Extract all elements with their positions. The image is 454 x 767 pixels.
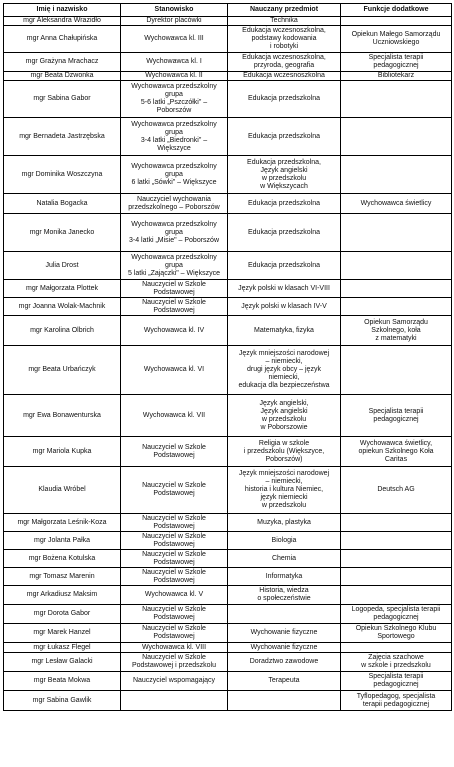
table-row — [4, 550, 452, 568]
cell-extra-functions: Specjalista terapii pedagogicznej — [341, 672, 452, 691]
cell-subject: Technika — [228, 17, 341, 26]
cell-extra-functions — [341, 514, 452, 532]
table-row — [4, 532, 452, 550]
cell-extra-functions: Wychowawca świetlicy, opiekun Szkolnego Koła Caritas — [341, 437, 452, 467]
table-row — [4, 17, 452, 26]
cell-position: Wychowawca kl. III — [121, 26, 228, 53]
cell-subject — [228, 691, 341, 711]
cell-name: mgr Bożena Kotulska — [4, 550, 121, 568]
cell-extra-functions — [341, 118, 452, 156]
cell-position: Nauczyciel wspomagający — [121, 672, 228, 691]
table-row — [4, 672, 452, 691]
cell-position: Wychowawca kl. II — [121, 72, 228, 81]
cell-name: mgr Dominika Woszczyna — [4, 156, 121, 194]
cell-extra-functions — [341, 17, 452, 26]
cell-position: Nauczyciel w Szkole Podstawowej — [121, 550, 228, 568]
cell-extra-functions — [341, 586, 452, 605]
cell-subject: Doradztwo zawodowe — [228, 653, 341, 672]
cell-position: Nauczyciel w Szkole Podstawowej — [121, 298, 228, 316]
cell-position: Wychowawca przedszkolny grupa 6 latki „Sówki" – Większyce — [121, 156, 228, 194]
table-body — [4, 17, 452, 711]
cell-position — [121, 691, 228, 711]
cell-extra-functions — [341, 298, 452, 316]
cell-name: mgr Bernadeta Jastrzębska — [4, 118, 121, 156]
cell-subject: Biologia — [228, 532, 341, 550]
cell-position: Nauczyciel w Szkole Podstawowej — [121, 624, 228, 643]
cell-name: mgr Anna Chałupińska — [4, 26, 121, 53]
cell-position: Wychowawca kl. VI — [121, 346, 228, 395]
cell-position: Nauczyciel w Szkole Podstawowej — [121, 467, 228, 514]
cell-extra-functions — [341, 156, 452, 194]
cell-subject: Edukacja przedszkolna — [228, 81, 341, 118]
table-row — [4, 316, 452, 346]
cell-extra-functions: Tyflopedagog, specjalista terapii pedagogicznej — [341, 691, 452, 711]
cell-extra-functions: Zajęcia szachowe w szkole i przedszkolu — [341, 653, 452, 672]
table-row — [4, 586, 452, 605]
cell-name: mgr Arkadiusz Maksim — [4, 586, 121, 605]
cell-subject: Wychowanie fizyczne — [228, 643, 341, 653]
table-row — [4, 156, 452, 194]
cell-name: mgr Sabina Gabor — [4, 81, 121, 118]
cell-subject: Edukacja przedszkolna — [228, 118, 341, 156]
cell-name: mgr Marek Hanzel — [4, 624, 121, 643]
document-page — [3, 3, 451, 711]
cell-position: Nauczyciel w Szkole Podstawowej — [121, 437, 228, 467]
header-name: Imię i nazwisko — [4, 4, 121, 17]
cell-subject: Historia, wiedza o społeczeństwie — [228, 586, 341, 605]
cell-position: Wychowawca kl. IV — [121, 316, 228, 346]
cell-name: mgr Małgorzata Leśnik-Koza — [4, 514, 121, 532]
table-row — [4, 467, 452, 514]
cell-subject: Terapeuta — [228, 672, 341, 691]
cell-name: mgr Tomasz Marenin — [4, 568, 121, 586]
cell-extra-functions: Logopeda, specjalista terapii pedagogicznej — [341, 605, 452, 624]
cell-subject — [228, 605, 341, 624]
cell-extra-functions — [341, 346, 452, 395]
cell-position: Nauczyciel w Szkole Podstawowej — [121, 280, 228, 298]
cell-position: Wychowawca kl. V — [121, 586, 228, 605]
cell-extra-functions — [341, 568, 452, 586]
table-row — [4, 280, 452, 298]
cell-extra-functions: Opiekun Samorządu Szkolnego, koła z matematyki — [341, 316, 452, 346]
cell-position: Nauczyciel w Szkole Podstawowej — [121, 568, 228, 586]
cell-name: mgr Sabina Gawlik — [4, 691, 121, 711]
cell-subject: Edukacja przedszkolna — [228, 214, 341, 252]
cell-subject: Matematyka, fizyka — [228, 316, 341, 346]
cell-name: mgr Karolina Olbrich — [4, 316, 121, 346]
cell-extra-functions: Specjalista terapii pedagogicznej — [341, 395, 452, 437]
cell-position: Nauczyciel w Szkole Podstawowej — [121, 514, 228, 532]
cell-subject: Edukacja przedszkolna — [228, 194, 341, 214]
table-row — [4, 514, 452, 532]
cell-extra-functions — [341, 214, 452, 252]
cell-subject: Język mniejszości narodowej – niemiecki, historia i kultura Niemiec, język niemiecki w przedszkolu — [228, 467, 341, 514]
cell-name: Natalia Bogacka — [4, 194, 121, 214]
cell-name: mgr Monika Janecko — [4, 214, 121, 252]
cell-name: mgr Joanna Wolak-Machnik — [4, 298, 121, 316]
table-row — [4, 437, 452, 467]
cell-subject: Religia w szkole i przedszkolu (Większyce, Poborszów) — [228, 437, 341, 467]
cell-position: Nauczyciel w Szkole Podstawowej i przedszkolu — [121, 653, 228, 672]
cell-extra-functions — [341, 81, 452, 118]
cell-subject: Chemia — [228, 550, 341, 568]
cell-position: Wychowawca kl. VII — [121, 395, 228, 437]
cell-name: mgr Grażyna Mrachacz — [4, 53, 121, 72]
cell-position: Nauczyciel w Szkole Podstawowej — [121, 605, 228, 624]
cell-name: Klaudia Wróbel — [4, 467, 121, 514]
cell-position: Wychowawca kl. VIII — [121, 643, 228, 653]
cell-subject: Muzyka, plastyka — [228, 514, 341, 532]
staff-table — [3, 3, 452, 711]
table-row — [4, 653, 452, 672]
cell-subject: Edukacja wczesnoszkolna, przyroda, geografia — [228, 53, 341, 72]
table-row — [4, 118, 452, 156]
table-row — [4, 252, 452, 280]
header-subject: Nauczany przedmiot — [228, 4, 341, 17]
cell-subject: Język angielski, Język angielski w przedszkolu w Poborszowie — [228, 395, 341, 437]
cell-name: mgr Beata Urbańczyk — [4, 346, 121, 395]
table-row — [4, 298, 452, 316]
cell-name: mgr Beata Dzwonka — [4, 72, 121, 81]
cell-extra-functions: Wychowawca świetlicy — [341, 194, 452, 214]
cell-subject: Edukacja przedszkolna, Język angielski w przedszkolu w Większycach — [228, 156, 341, 194]
header-extra-functions: Funkcje dodatkowe — [341, 4, 452, 17]
cell-extra-functions: Deutsch AG — [341, 467, 452, 514]
header-position: Stanowisko — [121, 4, 228, 17]
cell-extra-functions — [341, 550, 452, 568]
cell-subject: Informatyka — [228, 568, 341, 586]
cell-name: Julia Drost — [4, 252, 121, 280]
cell-position: Wychowawca przedszkolny grupa 3-4 latki „Misie" – Poborszów — [121, 214, 228, 252]
table-row — [4, 691, 452, 711]
cell-position: Wychowawca kl. I — [121, 53, 228, 72]
cell-extra-functions: Bibliotekarz — [341, 72, 452, 81]
cell-name: mgr Dorota Gabor — [4, 605, 121, 624]
cell-subject: Język mniejszości narodowej – niemiecki, drugi język obcy – język niemiecki, edukacja dla bezpieczeństwa — [228, 346, 341, 395]
table-row — [4, 605, 452, 624]
cell-name: mgr Ewa Bonawenturska — [4, 395, 121, 437]
cell-subject: Edukacja wczesnoszkolna, podstawy kodowania i robotyki — [228, 26, 341, 53]
cell-name: mgr Łukasz Flegel — [4, 643, 121, 653]
table-row — [4, 346, 452, 395]
cell-position: Wychowawca przedszkolny grupa 3-4 latki „Biedronki" – Większyce — [121, 118, 228, 156]
cell-extra-functions: Opiekun Małego Samorządu Uczniowskiego — [341, 26, 452, 53]
cell-extra-functions — [341, 252, 452, 280]
cell-name: mgr Lesław Galacki — [4, 653, 121, 672]
cell-extra-functions — [341, 643, 452, 653]
table-row — [4, 643, 452, 653]
cell-position: Nauczyciel w Szkole Podstawowej — [121, 532, 228, 550]
table-row — [4, 214, 452, 252]
table-header-row — [4, 4, 452, 17]
cell-name: mgr Jolanta Pałka — [4, 532, 121, 550]
table-row — [4, 624, 452, 643]
table-row — [4, 53, 452, 72]
table-row — [4, 72, 452, 81]
cell-extra-functions: Specjalista terapii pedagogicznej — [341, 53, 452, 72]
cell-extra-functions — [341, 280, 452, 298]
cell-name: mgr Aleksandra Wrazidło — [4, 17, 121, 26]
cell-position: Wychowawca przedszkolny grupa 5-6 latki „Pszczółki" – Poborszów — [121, 81, 228, 118]
cell-extra-functions — [341, 532, 452, 550]
cell-position: Wychowawca przedszkolny grupa 5 latki „Zajączki" – Większyce — [121, 252, 228, 280]
cell-name: mgr Małgorzata Plottek — [4, 280, 121, 298]
cell-subject: Edukacja wczesnoszkolna — [228, 72, 341, 81]
cell-position: Dyrektor placówki — [121, 17, 228, 26]
cell-subject: Język polski w klasach VI-VIII — [228, 280, 341, 298]
table-row — [4, 194, 452, 214]
cell-position: Nauczyciel wychowania przedszkolnego – Poborszów — [121, 194, 228, 214]
cell-subject: Język polski w klasach IV-V — [228, 298, 341, 316]
table-row — [4, 81, 452, 118]
cell-extra-functions: Opiekun Szkolnego Klubu Sportowego — [341, 624, 452, 643]
table-row — [4, 568, 452, 586]
table-row — [4, 26, 452, 53]
cell-subject: Wychowanie fizyczne — [228, 624, 341, 643]
cell-subject: Edukacja przedszkolna — [228, 252, 341, 280]
cell-name: mgr Beata Mokwa — [4, 672, 121, 691]
cell-name: mgr Mariola Kupka — [4, 437, 121, 467]
table-row — [4, 395, 452, 437]
